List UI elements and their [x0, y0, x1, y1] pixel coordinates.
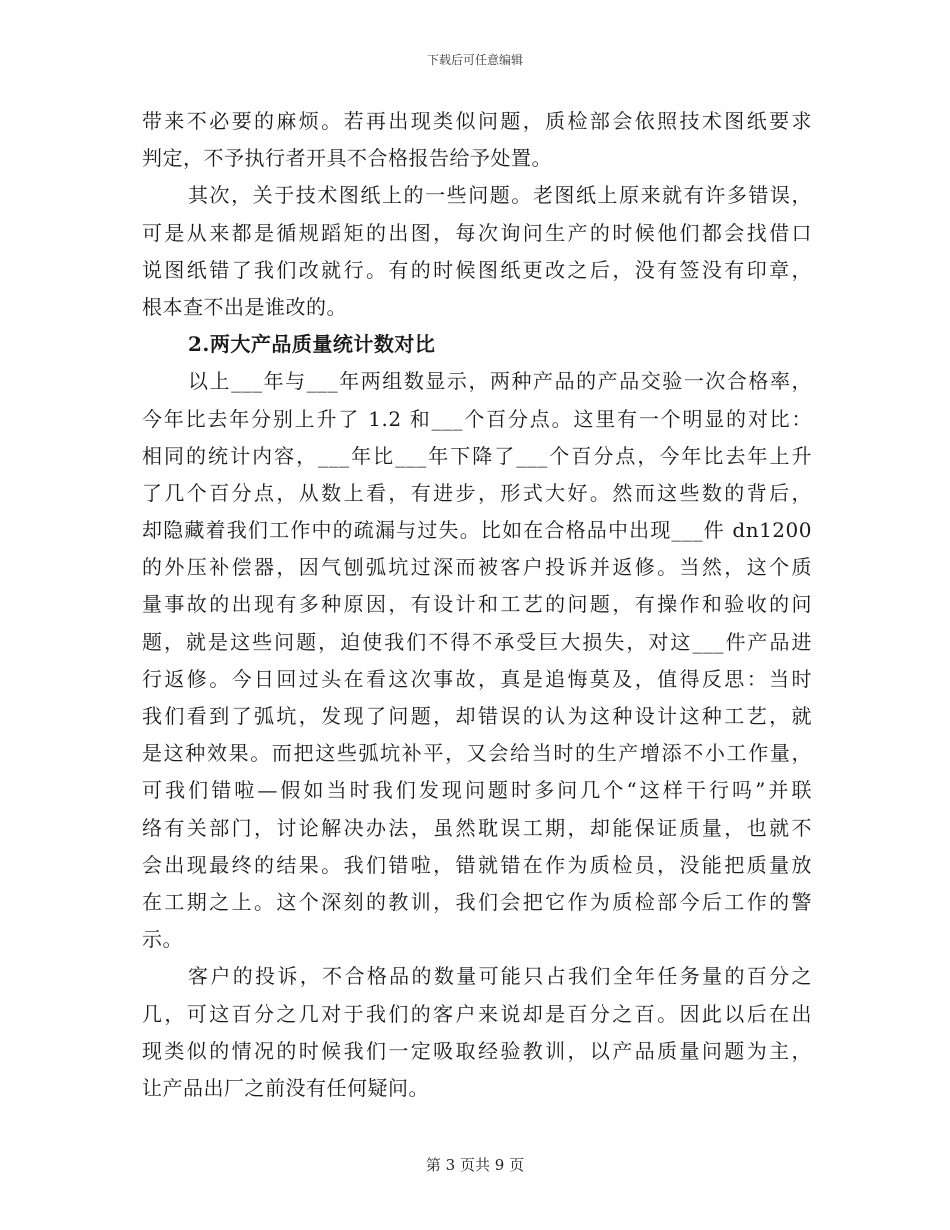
section-heading: 2.两大产品质量统计数对比: [188, 332, 436, 357]
text-line: 示。: [142, 927, 183, 952]
text-line: 以上___年与___年两组数显示，两种产品的产品交验一次合格率，: [188, 369, 812, 394]
text-line: 了几个百分点，从数上看，有进步，形式大好。然而这些数的背后，: [142, 480, 812, 505]
paragraph-statistics: [142, 363, 812, 958]
text-line: 根本查不出是谁改的。: [142, 294, 347, 319]
paragraph-drawings: [142, 177, 812, 326]
page-number: 第 3 页共 9 页: [425, 1156, 525, 1174]
text-line: 几，可这百分之几对于我们的客户来说却是百分之百。因此以后在出: [142, 1001, 812, 1026]
document-body: [142, 103, 812, 1107]
text-line: 判定，不予执行者开具不合格报告给予处置。: [142, 146, 552, 171]
text-line: 可是从来都是循规蹈矩的出图，每次询问生产的时候他们都会找借口: [142, 220, 812, 245]
text-line: 却隐藏着我们工作中的疏漏与过失。比如在合格品中出现___件 dn1200: [142, 518, 812, 543]
text-line: 让产品出厂之前没有任何疑问。: [142, 1075, 429, 1100]
page-header: 下载后可任意编辑: [426, 53, 523, 67]
text-line: 我们看到了弧坑，发现了问题，却错误的认为这种设计这种工艺，就: [142, 704, 812, 728]
text-line: 在工期之上。这个深刻的教训，我们会把它作为质检部今后工作的警: [142, 889, 812, 914]
text-line: 带来不必要的麻烦。若再出现类似问题，质检部会依照技术图纸要求: [142, 109, 812, 133]
text-line: 是这种效果。而把这些弧坑补平，又会给当时的生产增添不小工作量，: [142, 741, 812, 766]
text-line: 的外压补偿器，因气刨弧坑过深而被客户投诉并返修。当然，这个质: [142, 555, 812, 580]
text-line: 今年比去年分别上升了 1.2 和___个百分点。这里有一个明显的对比：: [142, 406, 812, 431]
text-line: 络有关部门，讨论解决办法，虽然耽误工期，却能保证质量，也就不: [142, 815, 812, 840]
text-line: 其次，关于技术图纸上的一些问题。老图纸上原来就有许多错误，: [188, 183, 812, 208]
paragraph-continuation: [142, 103, 812, 177]
paragraph-complaints: [142, 958, 812, 1107]
text-line: 会出现最终的结果。我们错啦，错就错在作为质检员，没能把质量放: [142, 852, 812, 877]
text-line: 相同的统计内容，___年比___年下降了___个百分点，今年比去年上升: [142, 443, 812, 468]
text-line: 现类似的情况的时候我们一定吸取经验教训，以产品质量问题为主，: [142, 1038, 812, 1063]
text-line: 题，就是这些问题，迫使我们不得不承受巨大损失，对这___件产品进: [142, 629, 812, 654]
text-line: 行返修。今日回过头在看这次事故，真是追悔莫及，值得反思：当时: [142, 666, 812, 691]
text-line: 说图纸错了我们改就行。有的时候图纸更改之后，没有签没有印章，: [142, 257, 812, 282]
text-line: 客户的投诉，不合格品的数量可能只占我们全年任务量的百分之: [188, 964, 812, 989]
text-line: 量事故的出现有多种原因，有设计和工艺的问题，有操作和验收的问: [142, 592, 812, 617]
text-line: 可我们错啦—假如当时我们发现问题时多问几个“这样干行吗”并联: [142, 778, 812, 803]
